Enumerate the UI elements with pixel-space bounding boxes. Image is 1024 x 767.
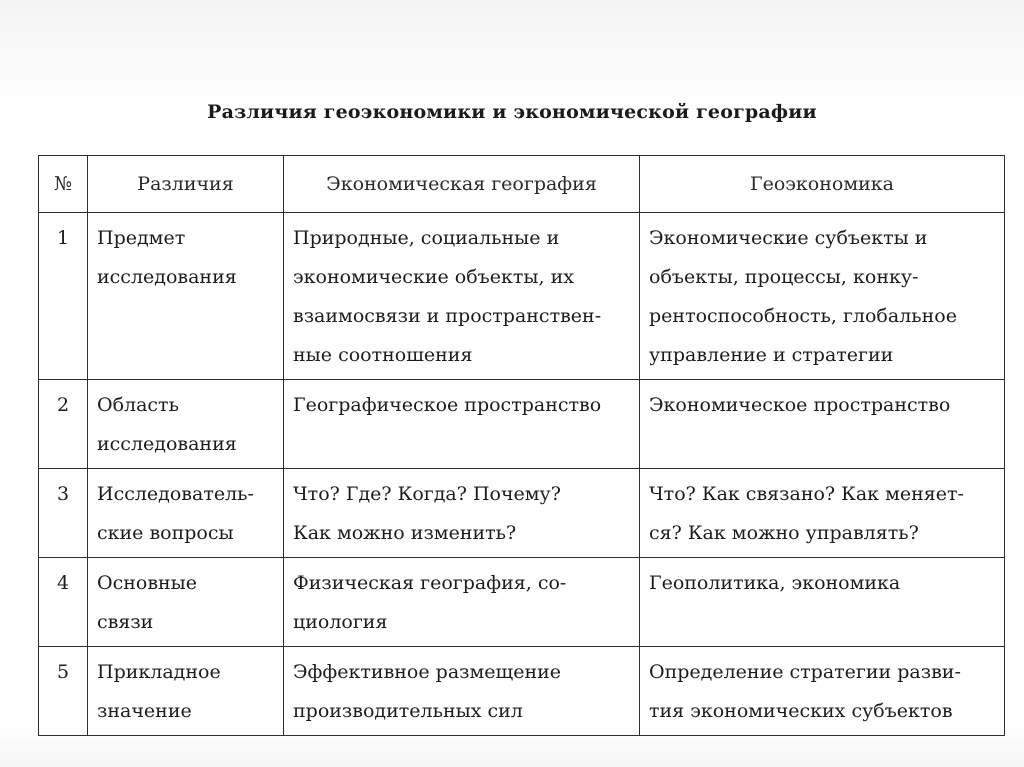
row-geoeconomics: Экономические субъекты и объекты, процессы, конку- рентоспособность, глобальное управление и стратегии (640, 213, 1005, 380)
comparison-table (38, 155, 1005, 736)
row-number: 2 (39, 380, 88, 469)
table-row (39, 213, 1005, 380)
table-row (39, 558, 1005, 647)
table-title: Различия геоэкономики и экономической географии (207, 101, 817, 123)
row-number: 1 (39, 213, 88, 380)
row-economic-geography: Что? Где? Когда? Почему? Как можно изменить? (284, 469, 640, 558)
table-row (39, 647, 1005, 736)
row-number: 4 (39, 558, 88, 647)
row-geoeconomics: Экономическое пространство (640, 380, 1005, 469)
row-economic-geography: Эффективное размещение производительных сил (284, 647, 640, 736)
header-number: № (39, 156, 88, 213)
header-differences: Различия (88, 156, 284, 213)
row-aspect: Прикладное значение (88, 647, 284, 736)
table-header-row (39, 156, 1005, 213)
table-row (39, 380, 1005, 469)
row-economic-geography: Географическое пространство (284, 380, 640, 469)
table-row (39, 469, 1005, 558)
row-geoeconomics: Определение стратегии разви- тия экономических субъектов (640, 647, 1005, 736)
header-geoeconomics: Геоэкономика (640, 156, 1005, 213)
row-aspect: Основные связи (88, 558, 284, 647)
header-economic-geography: Экономическая география (284, 156, 640, 213)
row-number: 3 (39, 469, 88, 558)
row-number: 5 (39, 647, 88, 736)
row-geoeconomics: Геополитика, экономика (640, 558, 1005, 647)
row-economic-geography: Физическая география, со- циология (284, 558, 640, 647)
row-economic-geography: Природные, социальные и экономические объекты, их взаимосвязи и пространствен- ные соотношения (284, 213, 640, 380)
row-aspect: Предмет исследования (88, 213, 284, 380)
row-aspect: Исследователь- ские вопросы (88, 469, 284, 558)
row-geoeconomics: Что? Как связано? Как меняет- ся? Как можно управлять? (640, 469, 1005, 558)
row-aspect: Область исследования (88, 380, 284, 469)
